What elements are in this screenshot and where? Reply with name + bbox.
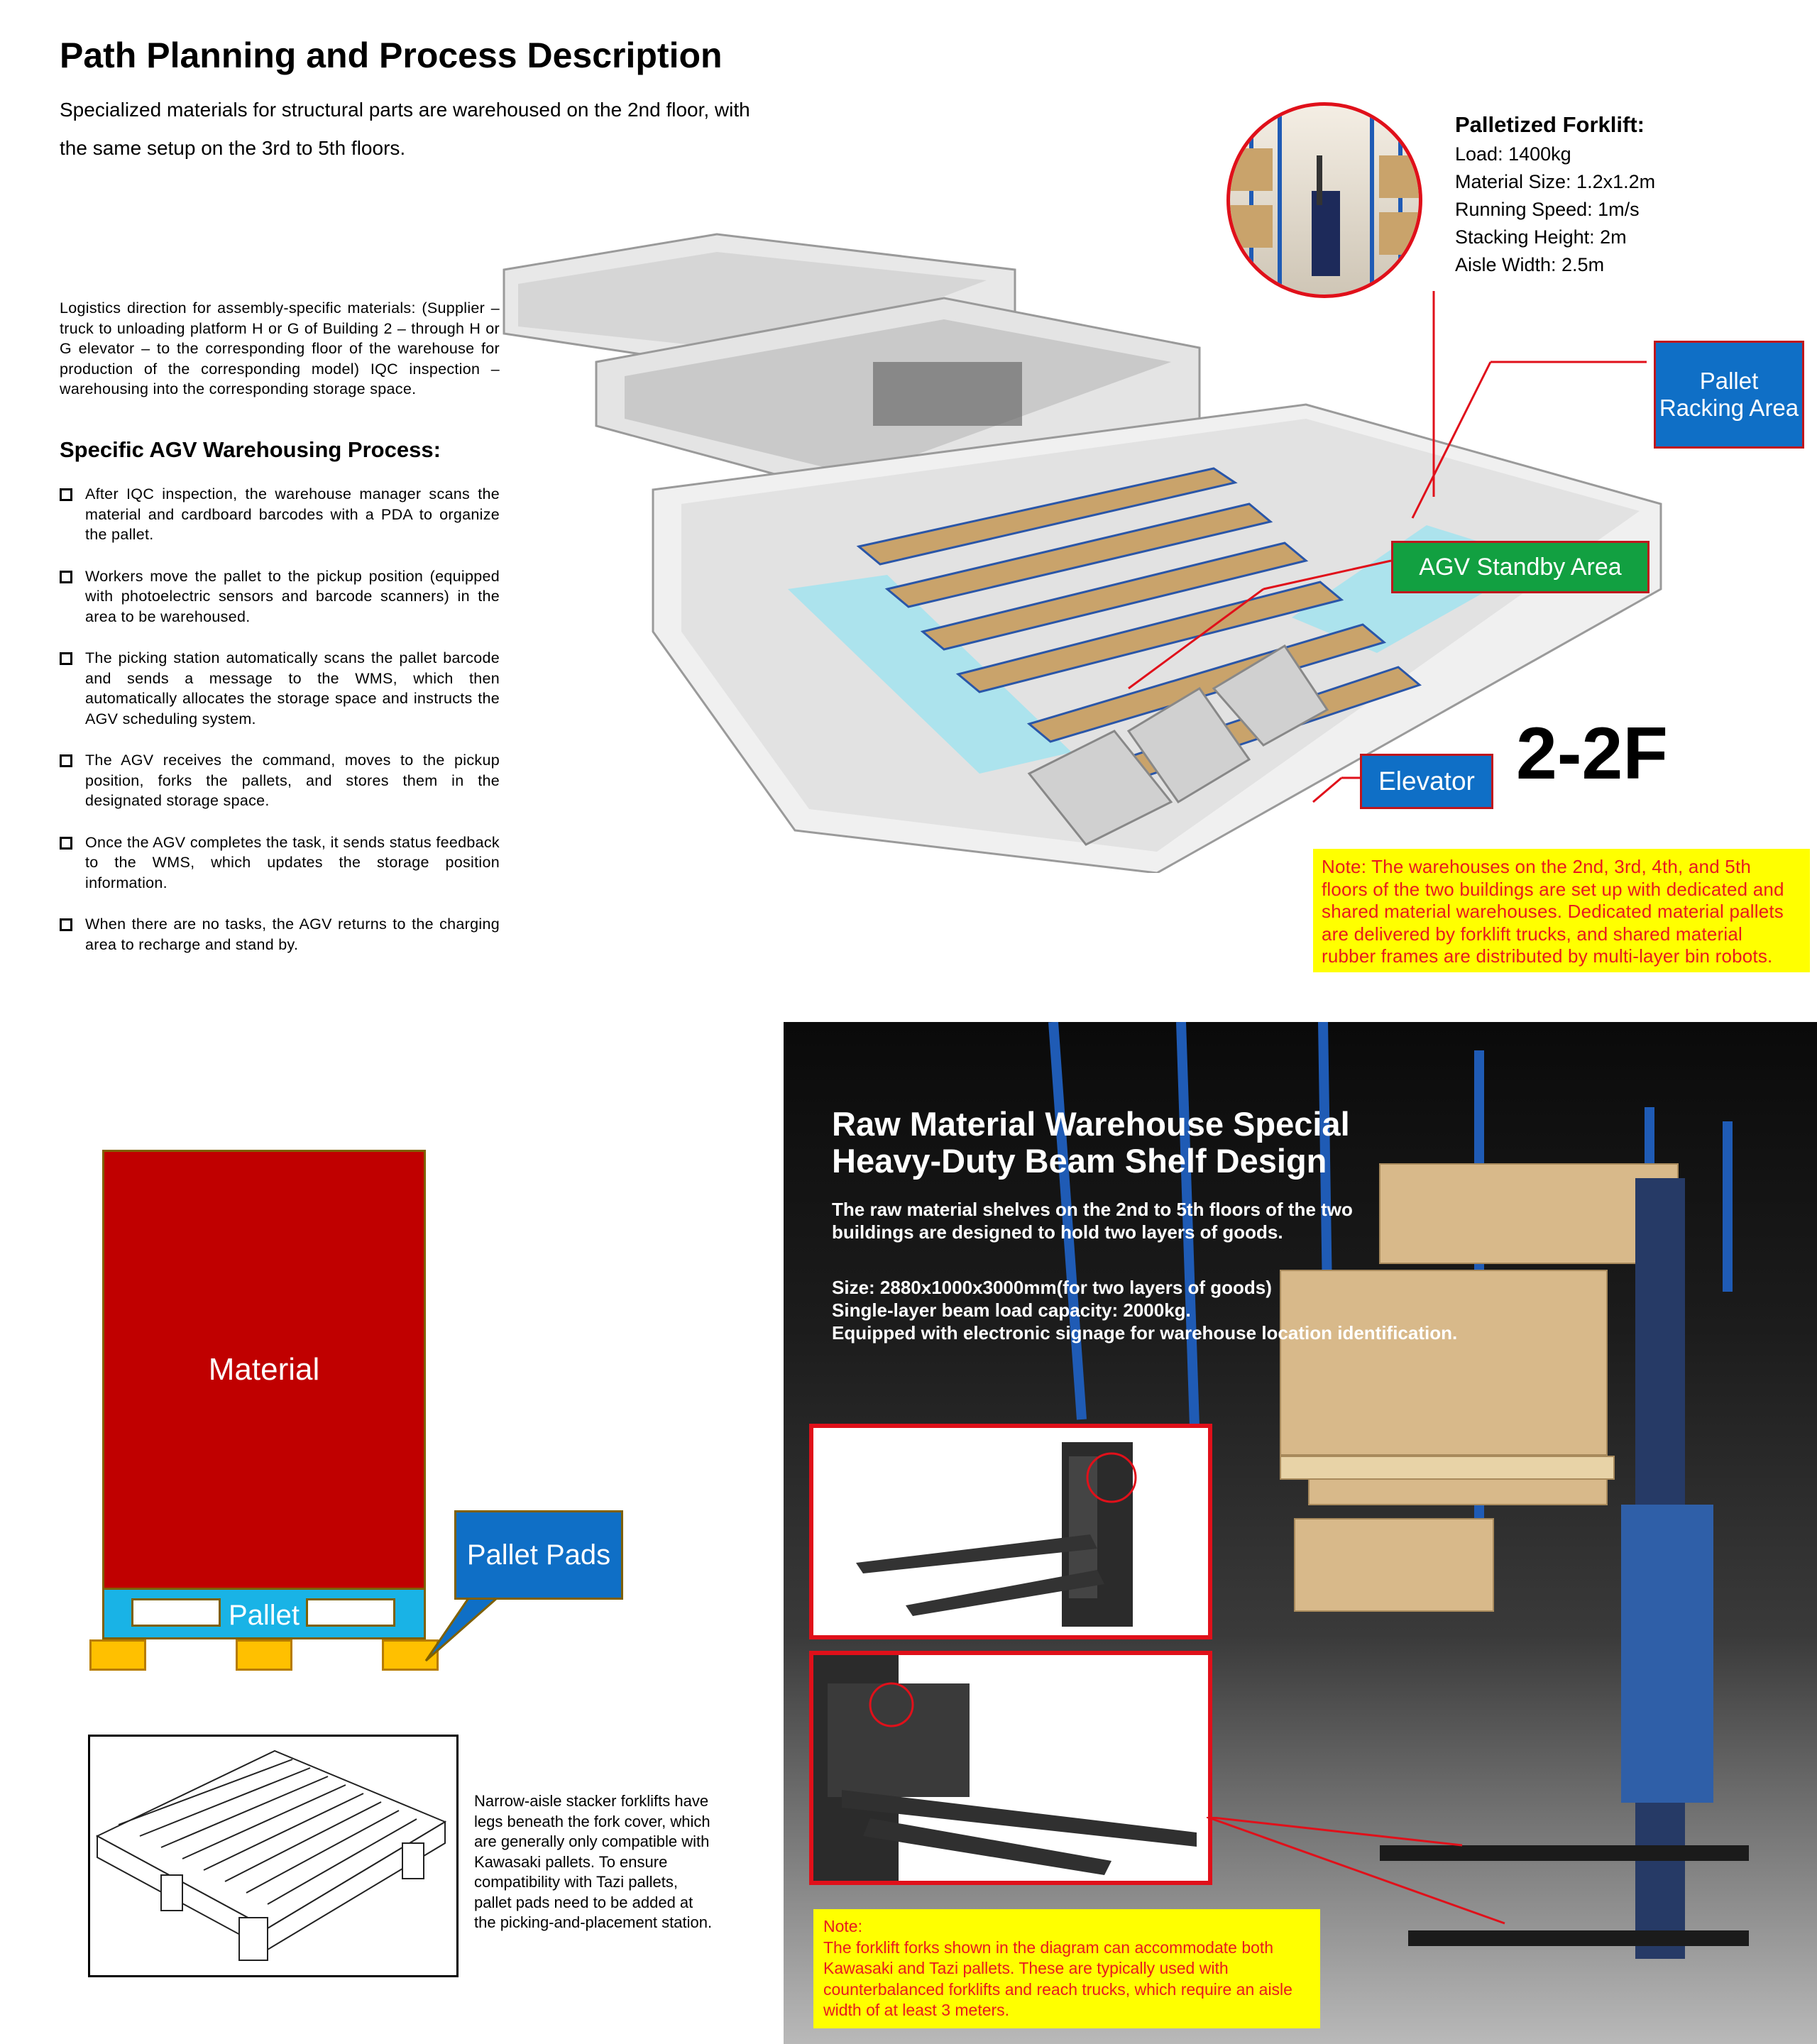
pallet-pads-label: Pallet Pads: [454, 1510, 623, 1600]
forklift-spec-stacking-height: Stacking Height: 2m: [1455, 226, 1627, 248]
warehouse-note: Note: The warehouses on the 2nd, 3rd, 4th, and 5th floors of the two buildings are set up with dedicated and shared material warehouses. Dedicated material pallets are delivered by forklift trucks, and shared material rubber frames are distributed by multi-layer bin robots.: [1313, 849, 1810, 972]
forklift-fork-icon: [813, 1655, 1208, 1881]
agv-step: [60, 750, 500, 811]
forklift-spec-aisle-width: Aisle Width: 2.5m: [1455, 254, 1605, 275]
forklift-render-icon: [1230, 106, 1419, 295]
shelf-design-description: The raw material shelves on the 2nd to 5th floors of the two buildings are designed to hold two layers of goods.: [832, 1199, 1353, 1243]
warehouse-floorplan-illustration: [490, 192, 1689, 873]
pallet-line-drawing: [88, 1735, 459, 1977]
agv-step-text: The AGV receives the command, moves to the pickup position, forks the pallets, and stores them in the designated storage space.: [85, 752, 500, 809]
agv-step-text: After IQC inspection, the warehouse manager scans the material and cardboard barcodes with a PDA to organize the pallet.: [85, 485, 500, 543]
checkbox-bullet-icon: [60, 571, 72, 583]
fork-detail-image-1: [809, 1424, 1212, 1639]
agv-step: [60, 484, 500, 545]
narrow-aisle-forklift-text: Narrow-aisle stacker forklifts have legs beneath the fork cover, which are generally only compatible with Kawasaki pallets. To ensure compatibility with Tazi pallets, pallet pads need to be added at the picking-and-placement station.: [474, 1792, 713, 1931]
pallet-racking-area-text: Pallet Racking Area: [1659, 368, 1799, 421]
fork-detail-image-2: [809, 1651, 1212, 1885]
agv-step-text: The picking station automatically scans the pallet barcode and sends a message to the WMS, which then automatically allocates the storage space and instructs the AGV scheduling system.: [85, 649, 500, 727]
forklift-fork-icon: [813, 1428, 1208, 1635]
agv-step-text: When there are no tasks, the AGV returns to the charging area to recharge and stand by.: [85, 916, 500, 953]
pallet-pad: [236, 1639, 292, 1671]
fork-compatibility-note: [813, 1909, 1320, 2028]
forklift-spec-material-size: Material Size: 1.2x1.2m: [1455, 171, 1656, 192]
shelf-size: Size: 2880x1000x3000mm(for two layers of goods): [832, 1277, 1272, 1298]
floor-tag: 2-2F: [1516, 713, 1668, 795]
agv-step: [60, 833, 500, 894]
shelf-signage: Equipped with electronic signage for warehouse location identification.: [832, 1322, 1458, 1344]
forklift-spec-running-speed: Running Speed: 1m/s: [1455, 199, 1640, 220]
forklift-zoom-circle: [1226, 102, 1422, 298]
page-title: Path Planning and Process Description: [60, 35, 723, 75]
elevator-label: Elevator: [1360, 754, 1493, 809]
page-subtitle: Specialized materials for structural parts are warehoused on the 2nd floor, with the same setup on the 3rd to 5th floors.: [60, 99, 750, 159]
checkbox-bullet-icon: [60, 754, 72, 767]
pallet-label: Pallet: [228, 1600, 300, 1631]
checkbox-bullet-icon: [60, 918, 72, 931]
pallet-pads-callout-pointer: [419, 1590, 504, 1668]
agv-step: [60, 566, 500, 627]
forklift-spec-title: Palletized Forklift:: [1455, 112, 1645, 137]
material-label: Material: [208, 1352, 320, 1387]
checkbox-bullet-icon: [60, 488, 72, 501]
fork-note-label: Note:: [823, 1917, 862, 1935]
shelf-design-title: Raw Material Warehouse Special Heavy-Duty Beam Shelf Design: [832, 1105, 1350, 1180]
pallet-racking-area-label: [1654, 341, 1804, 449]
agv-process-heading: Specific AGV Warehousing Process:: [60, 437, 441, 462]
shelf-design-specs: [832, 1276, 1542, 1344]
shelf-beam-capacity: Single-layer beam load capacity: 2000kg.: [832, 1300, 1191, 1321]
agv-step-text: Workers move the pallet to the pickup position (equipped with photoelectric sensors and barcode scanners) in the area to be warehoused.: [85, 567, 500, 625]
wooden-pallet-icon: [90, 1737, 456, 1975]
material-block: [102, 1150, 426, 1590]
checkbox-bullet-icon: [60, 837, 72, 850]
pallet-pad: [89, 1639, 146, 1671]
agv-standby-area-label: AGV Standby Area: [1391, 541, 1649, 593]
checkbox-bullet-icon: [60, 652, 72, 665]
agv-step: [60, 914, 500, 955]
agv-process-steps: [60, 484, 500, 976]
forklift-spec-load: Load: 1400kg: [1455, 143, 1571, 165]
agv-step-text: Once the AGV completes the task, it sends status feedback to the WMS, which updates the storage position information.: [85, 833, 500, 891]
fork-note-text: The forklift forks shown in the diagram can accommodate both Kawasaki and Tazi pallets. These are typically used with counterbalanced forklifts and reach trucks, which require an aisle width of at least 3 meters.: [823, 1938, 1292, 2019]
forklift-spec-panel: [1455, 109, 1655, 279]
logistics-direction-text: Logistics direction for assembly-specific materials: (Supplier – truck to unloading platform H or G of Building 2 – through H or G elevator – to the corresponding floor of the warehouse for production of the corresponding model) IQC inspection – warehousing into the corresponding storage space.: [60, 300, 500, 397]
agv-step: [60, 648, 500, 729]
